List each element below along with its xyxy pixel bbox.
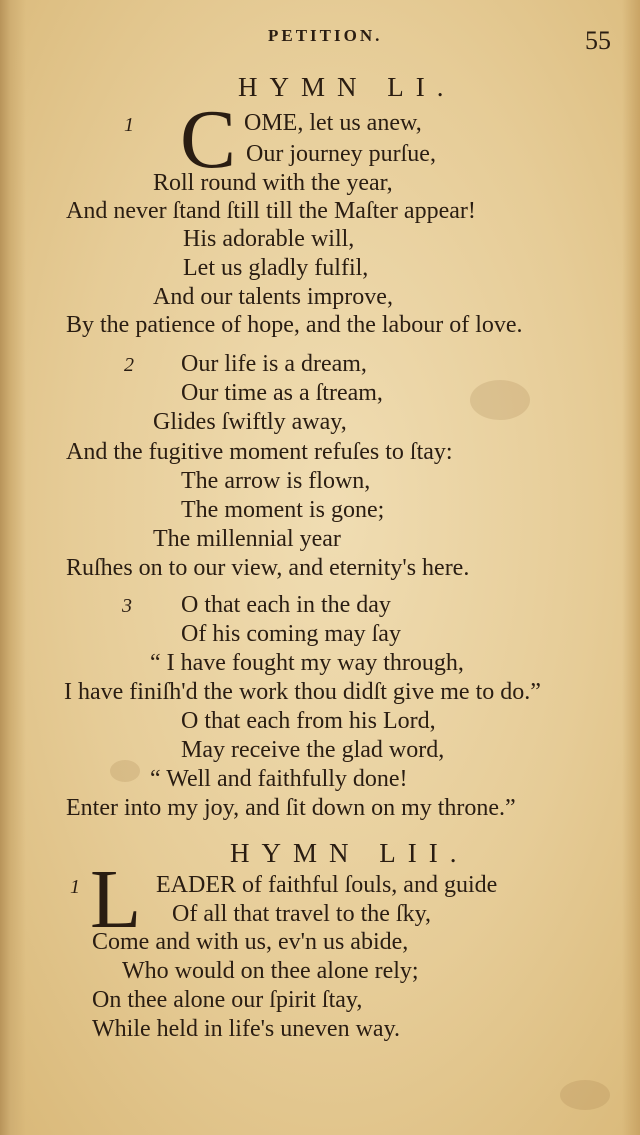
verse-line: Of all that travel to the ſky, <box>172 901 432 927</box>
verse-line: Our time as a ſtream, <box>181 380 383 406</box>
verse-line: O that each in the day <box>181 592 391 618</box>
verse-line: Glides ſwiftly away, <box>153 409 347 435</box>
verse-line: His adorable will, <box>183 226 355 252</box>
verse-number: 1 <box>70 876 80 898</box>
verse-line: The millennial year <box>153 526 341 552</box>
verse-line: I have finiſh'd the work thou didſt give me to do.” <box>64 679 541 705</box>
verse-number: 2 <box>124 354 134 376</box>
verse-line: O that each from his Lord, <box>181 708 436 734</box>
page-number: 55 <box>585 26 611 55</box>
verse-line: Come and with us, ev'n us abide, <box>92 929 409 955</box>
verse-line: And the fugitive moment refuſes to ſtay: <box>66 439 453 465</box>
verse-line: May receive the glad word, <box>181 737 445 763</box>
verse-number: 1 <box>124 114 134 136</box>
verse-line: And our talents improve, <box>153 284 393 310</box>
verse-line: Of his coming may ſay <box>181 621 401 647</box>
verse-line: Our journey purſue, <box>246 141 436 167</box>
hymn-title: HYMN LII. <box>230 838 469 868</box>
foxing-spot <box>560 1080 610 1110</box>
verse-line: While held in life's uneven way. <box>92 1016 401 1042</box>
verse-line: By the patience of hope, and the labour of love. <box>66 312 523 338</box>
verse-line: Let us gladly fulfil, <box>183 255 369 281</box>
verse-line: Who would on thee alone rely; <box>122 958 419 984</box>
foxing-spot <box>110 760 140 782</box>
hymn-title: HYMN LI. <box>238 72 456 102</box>
verse-line: Enter into my joy, and ſit down on my throne.” <box>66 795 516 821</box>
verse-line: Our life is a dream, <box>181 351 367 377</box>
verse-line: And never ſtand ſtill till the Maſter appear! <box>66 198 476 224</box>
verse-line: “ I have fought my way through, <box>150 650 464 676</box>
verse-line: Roll round with the year, <box>153 170 393 196</box>
verse-line: OME, let us anew, <box>244 110 422 136</box>
drop-cap: L <box>90 853 142 946</box>
foxing-spot <box>470 380 530 420</box>
verse-line: “ Well and faithfully done! <box>150 766 408 792</box>
verse-line: Ruſhes on to our view, and eternity's here. <box>66 555 470 581</box>
verse-line: EADER of faithful ſouls, and guide <box>156 872 498 898</box>
verse-line: The arrow is flown, <box>181 468 371 494</box>
drop-cap: C <box>180 93 237 186</box>
running-head: PETITION. <box>268 26 383 45</box>
verse-number: 3 <box>122 595 132 617</box>
verse-line: On thee alone our ſpirit ſtay, <box>92 987 363 1013</box>
verse-line: The moment is gone; <box>181 497 385 523</box>
